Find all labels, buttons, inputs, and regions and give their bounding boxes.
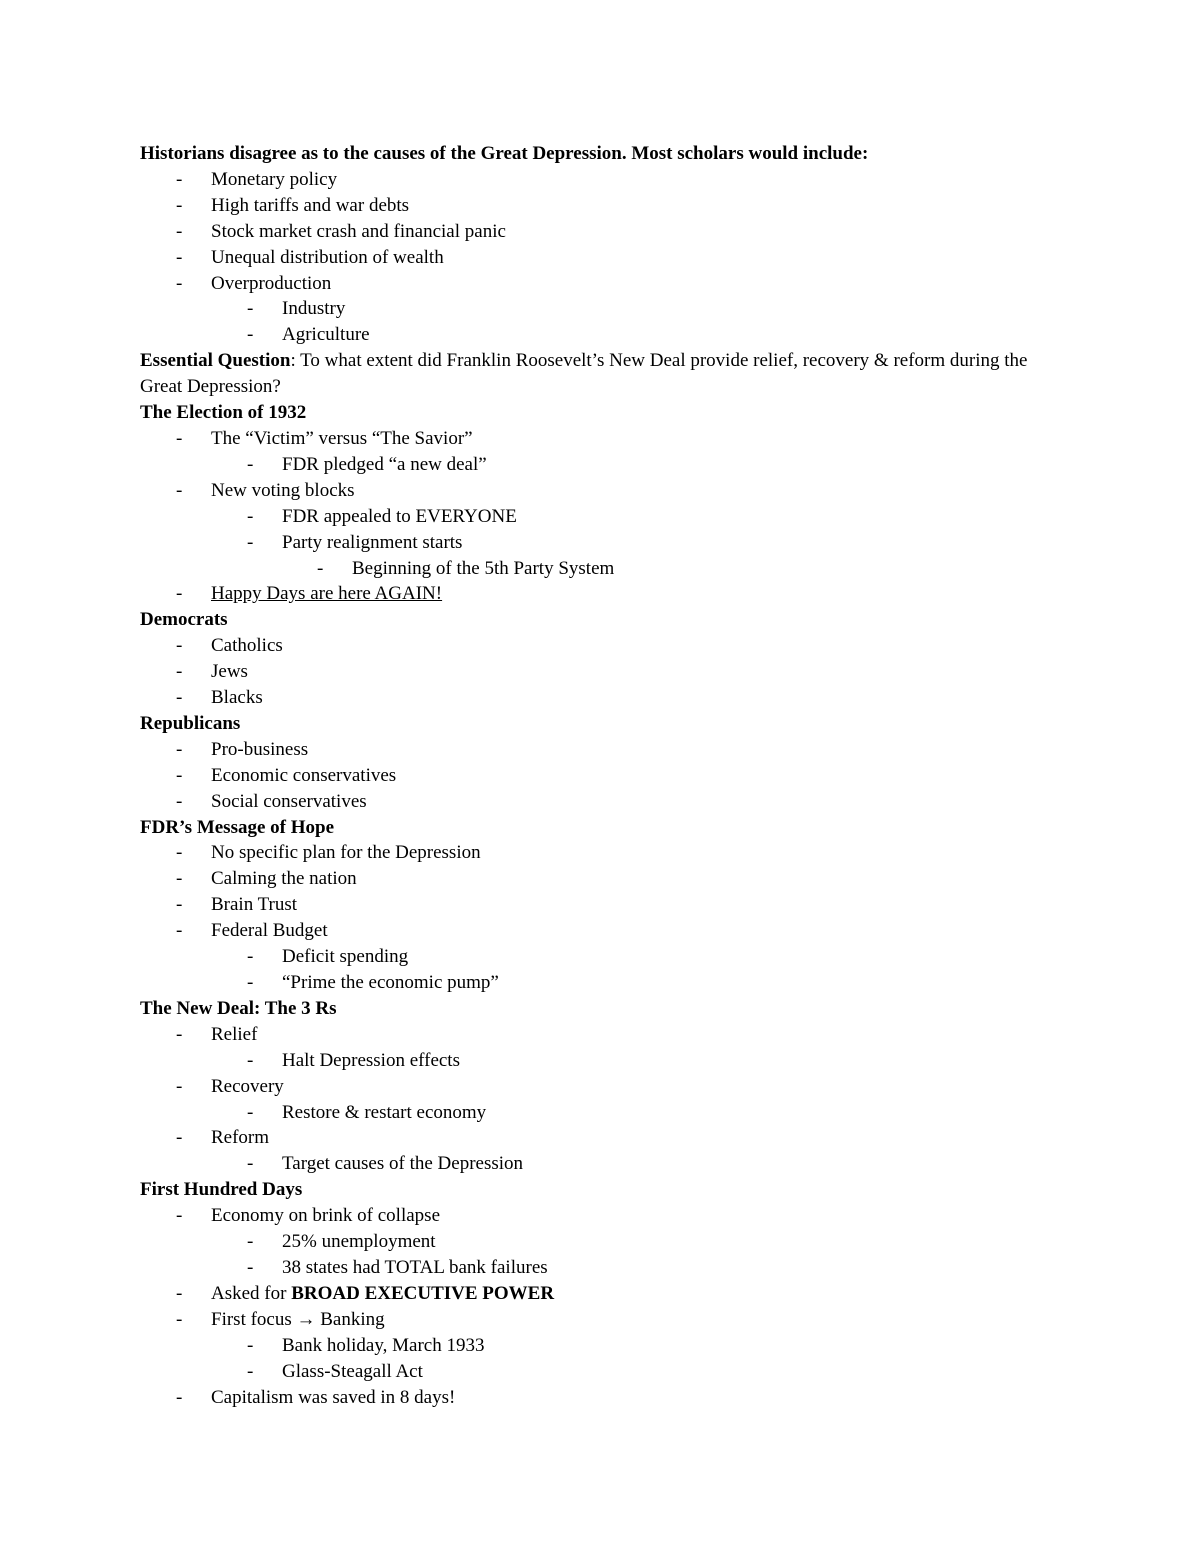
section-heading: First Hundred Days [140, 1179, 303, 1201]
sub-list-item [140, 1359, 1070, 1385]
bullet-dash: - [176, 687, 183, 709]
list-item-text: Brain Trust [211, 894, 298, 916]
bullet-dash: - [317, 557, 324, 579]
list-item [140, 245, 1070, 271]
list-item-text: Industry [282, 298, 346, 320]
sub-list-item [140, 1229, 1070, 1255]
sub-list-item [140, 1255, 1070, 1281]
list-item-text: No specific plan for the Depression [211, 842, 481, 864]
bullet-dash: - [176, 1127, 183, 1149]
bullet-dash: - [176, 920, 183, 942]
bullet-dash: - [247, 453, 254, 475]
list-item-text: First focus → Banking [211, 1308, 385, 1330]
list-item-text: Recovery [211, 1075, 284, 1097]
sub-list-item [140, 970, 1070, 996]
list-item-text: Deficit spending [282, 946, 409, 968]
list-item-text: Catholics [211, 635, 283, 657]
list-item [140, 193, 1070, 219]
list-item-text: “Prime the economic pump” [282, 972, 499, 993]
intro-heading: Historians disagree as to the causes of the Great Depression. Most scholars would include: [140, 143, 869, 164]
sub-list-item [140, 944, 1070, 970]
list-item-text: Restore & restart economy [282, 1101, 487, 1123]
sub-list-item [140, 296, 1070, 322]
bullet-dash: - [247, 1360, 254, 1382]
list-item-text: Pro-business [211, 738, 309, 760]
bullet-dash: - [247, 505, 254, 527]
list-item-text: FDR appealed to EVERYONE [282, 505, 517, 527]
bullet-dash: - [247, 298, 254, 320]
bullet-dash: - [247, 324, 254, 346]
list-item [140, 1203, 1070, 1229]
section-heading: Democrats [140, 609, 228, 631]
list-item [140, 737, 1070, 763]
sub-list-item [140, 1151, 1070, 1177]
bullet-dash: - [247, 1231, 254, 1253]
list-item [140, 426, 1070, 452]
bullet-dash: - [176, 868, 183, 890]
section-heading: Republicans [140, 712, 241, 734]
list-item-text: Asked for [211, 1282, 292, 1304]
bullet-dash: - [247, 1334, 254, 1356]
list-item [140, 1125, 1070, 1151]
list-item-text: Bank holiday, March 1933 [282, 1334, 485, 1356]
bullet-dash: - [176, 1075, 183, 1097]
document-page [140, 141, 1070, 1410]
bullet-dash: - [176, 635, 183, 657]
sub-list-item [140, 1100, 1070, 1126]
bullet-dash: - [176, 427, 183, 449]
bullet-dash: - [176, 790, 183, 812]
list-item-text: Beginning of the 5th Party System [352, 557, 615, 579]
list-item [140, 789, 1070, 815]
bullet-dash: - [176, 842, 183, 864]
bullet-dash: - [247, 1256, 254, 1278]
list-item [140, 1074, 1070, 1100]
bullet-dash: - [176, 1308, 183, 1330]
essential-question-text: : To what extent did Franklin Roosevelt’s New Deal provide relief, recovery & reform during the Great Depression? [140, 350, 1028, 398]
list-item [140, 892, 1070, 918]
list-item-text: Monetary policy [211, 168, 338, 190]
bullet-dash: - [176, 738, 183, 760]
sub-list-item [140, 322, 1070, 348]
list-item [140, 763, 1070, 789]
list-item-text: Target causes of the Depression [282, 1153, 524, 1175]
bullet-dash: - [176, 246, 183, 268]
list-item [140, 271, 1070, 297]
list-item [140, 659, 1070, 685]
bullet-dash: - [176, 1282, 183, 1304]
list-item-text: Stock market crash and financial panic [211, 220, 506, 242]
bullet-dash: - [176, 1205, 183, 1227]
essential-question [140, 348, 1070, 400]
list-item [140, 1022, 1070, 1048]
list-item [140, 866, 1070, 892]
list-item-text: Glass-Steagall Act [282, 1360, 423, 1382]
list-item-text: 38 states had TOTAL bank failures [282, 1256, 548, 1278]
bullet-dash: - [176, 1023, 183, 1045]
list-item [140, 478, 1070, 504]
bold-text: BROAD EXECUTIVE POWER [291, 1282, 555, 1304]
list-item-text: Capitalism was saved in 8 days! [211, 1386, 456, 1408]
list-item-text: Overproduction [211, 272, 332, 294]
bullet-dash: - [176, 583, 183, 605]
sub-list-item [140, 1333, 1070, 1359]
section-heading: FDR’s Message of Hope [140, 816, 335, 838]
list-item [140, 1307, 1070, 1333]
bullet-dash: - [247, 531, 254, 553]
bullet-dash: - [176, 272, 183, 294]
sub-list-item [140, 452, 1070, 478]
underlined-text: Happy Days are here AGAIN! [211, 583, 443, 605]
bullet-dash: - [247, 972, 254, 993]
bullet-dash: - [176, 479, 183, 501]
list-item-text: Federal Budget [211, 920, 328, 942]
bullet-dash: - [176, 194, 183, 216]
list-item [140, 633, 1070, 659]
bullet-dash: - [176, 661, 183, 683]
list-item-text: Unequal distribution of wealth [211, 246, 444, 268]
list-item-text: 25% unemployment [282, 1231, 436, 1253]
sub-list-item [140, 530, 1070, 556]
section-heading: The New Deal: The 3 Rs [140, 997, 337, 1019]
list-item [140, 840, 1070, 866]
list-item-text: Relief [211, 1023, 258, 1045]
list-item [140, 1281, 1070, 1307]
bullet-dash: - [247, 1101, 254, 1123]
bullet-dash: - [176, 1386, 183, 1408]
list-item-text: Halt Depression effects [282, 1049, 460, 1071]
list-item-text: Reform [211, 1127, 270, 1149]
list-item-text: Agriculture [282, 324, 370, 346]
list-item [140, 581, 1070, 607]
list-item-text: New voting blocks [211, 479, 355, 501]
section-heading: The Election of 1932 [140, 402, 307, 424]
essential-question-label: Essential Question [140, 350, 291, 372]
bullet-dash: - [176, 894, 183, 916]
sub-list-item [140, 1048, 1070, 1074]
list-item [140, 219, 1070, 245]
bullet-dash: - [247, 1049, 254, 1071]
list-item-text: FDR pledged “a new deal” [282, 453, 487, 475]
bullet-dash: - [247, 1153, 254, 1175]
list-item [140, 1385, 1070, 1411]
list-item-text: High tariffs and war debts [211, 194, 410, 216]
bullet-dash: - [176, 168, 183, 190]
list-item-text: Social conservatives [211, 790, 367, 812]
list-item [140, 167, 1070, 193]
bullet-dash: - [247, 946, 254, 968]
list-item-text: Economy on brink of collapse [211, 1205, 441, 1227]
list-item-text: Economic conservatives [211, 764, 397, 786]
list-item-text: Party realignment starts [282, 531, 463, 553]
list-item-text: The “Victim” versus “The Savior” [211, 427, 473, 449]
bullet-dash: - [176, 764, 183, 786]
bullet-dash: - [176, 220, 183, 242]
list-item-text: Calming the nation [211, 868, 357, 890]
list-item-text: Jews [211, 661, 248, 683]
list-item [140, 685, 1070, 711]
list-item-text: Blacks [211, 687, 263, 709]
list-item [140, 918, 1070, 944]
sub-list-item [140, 504, 1070, 530]
sub-sub-list-item [140, 556, 1070, 582]
